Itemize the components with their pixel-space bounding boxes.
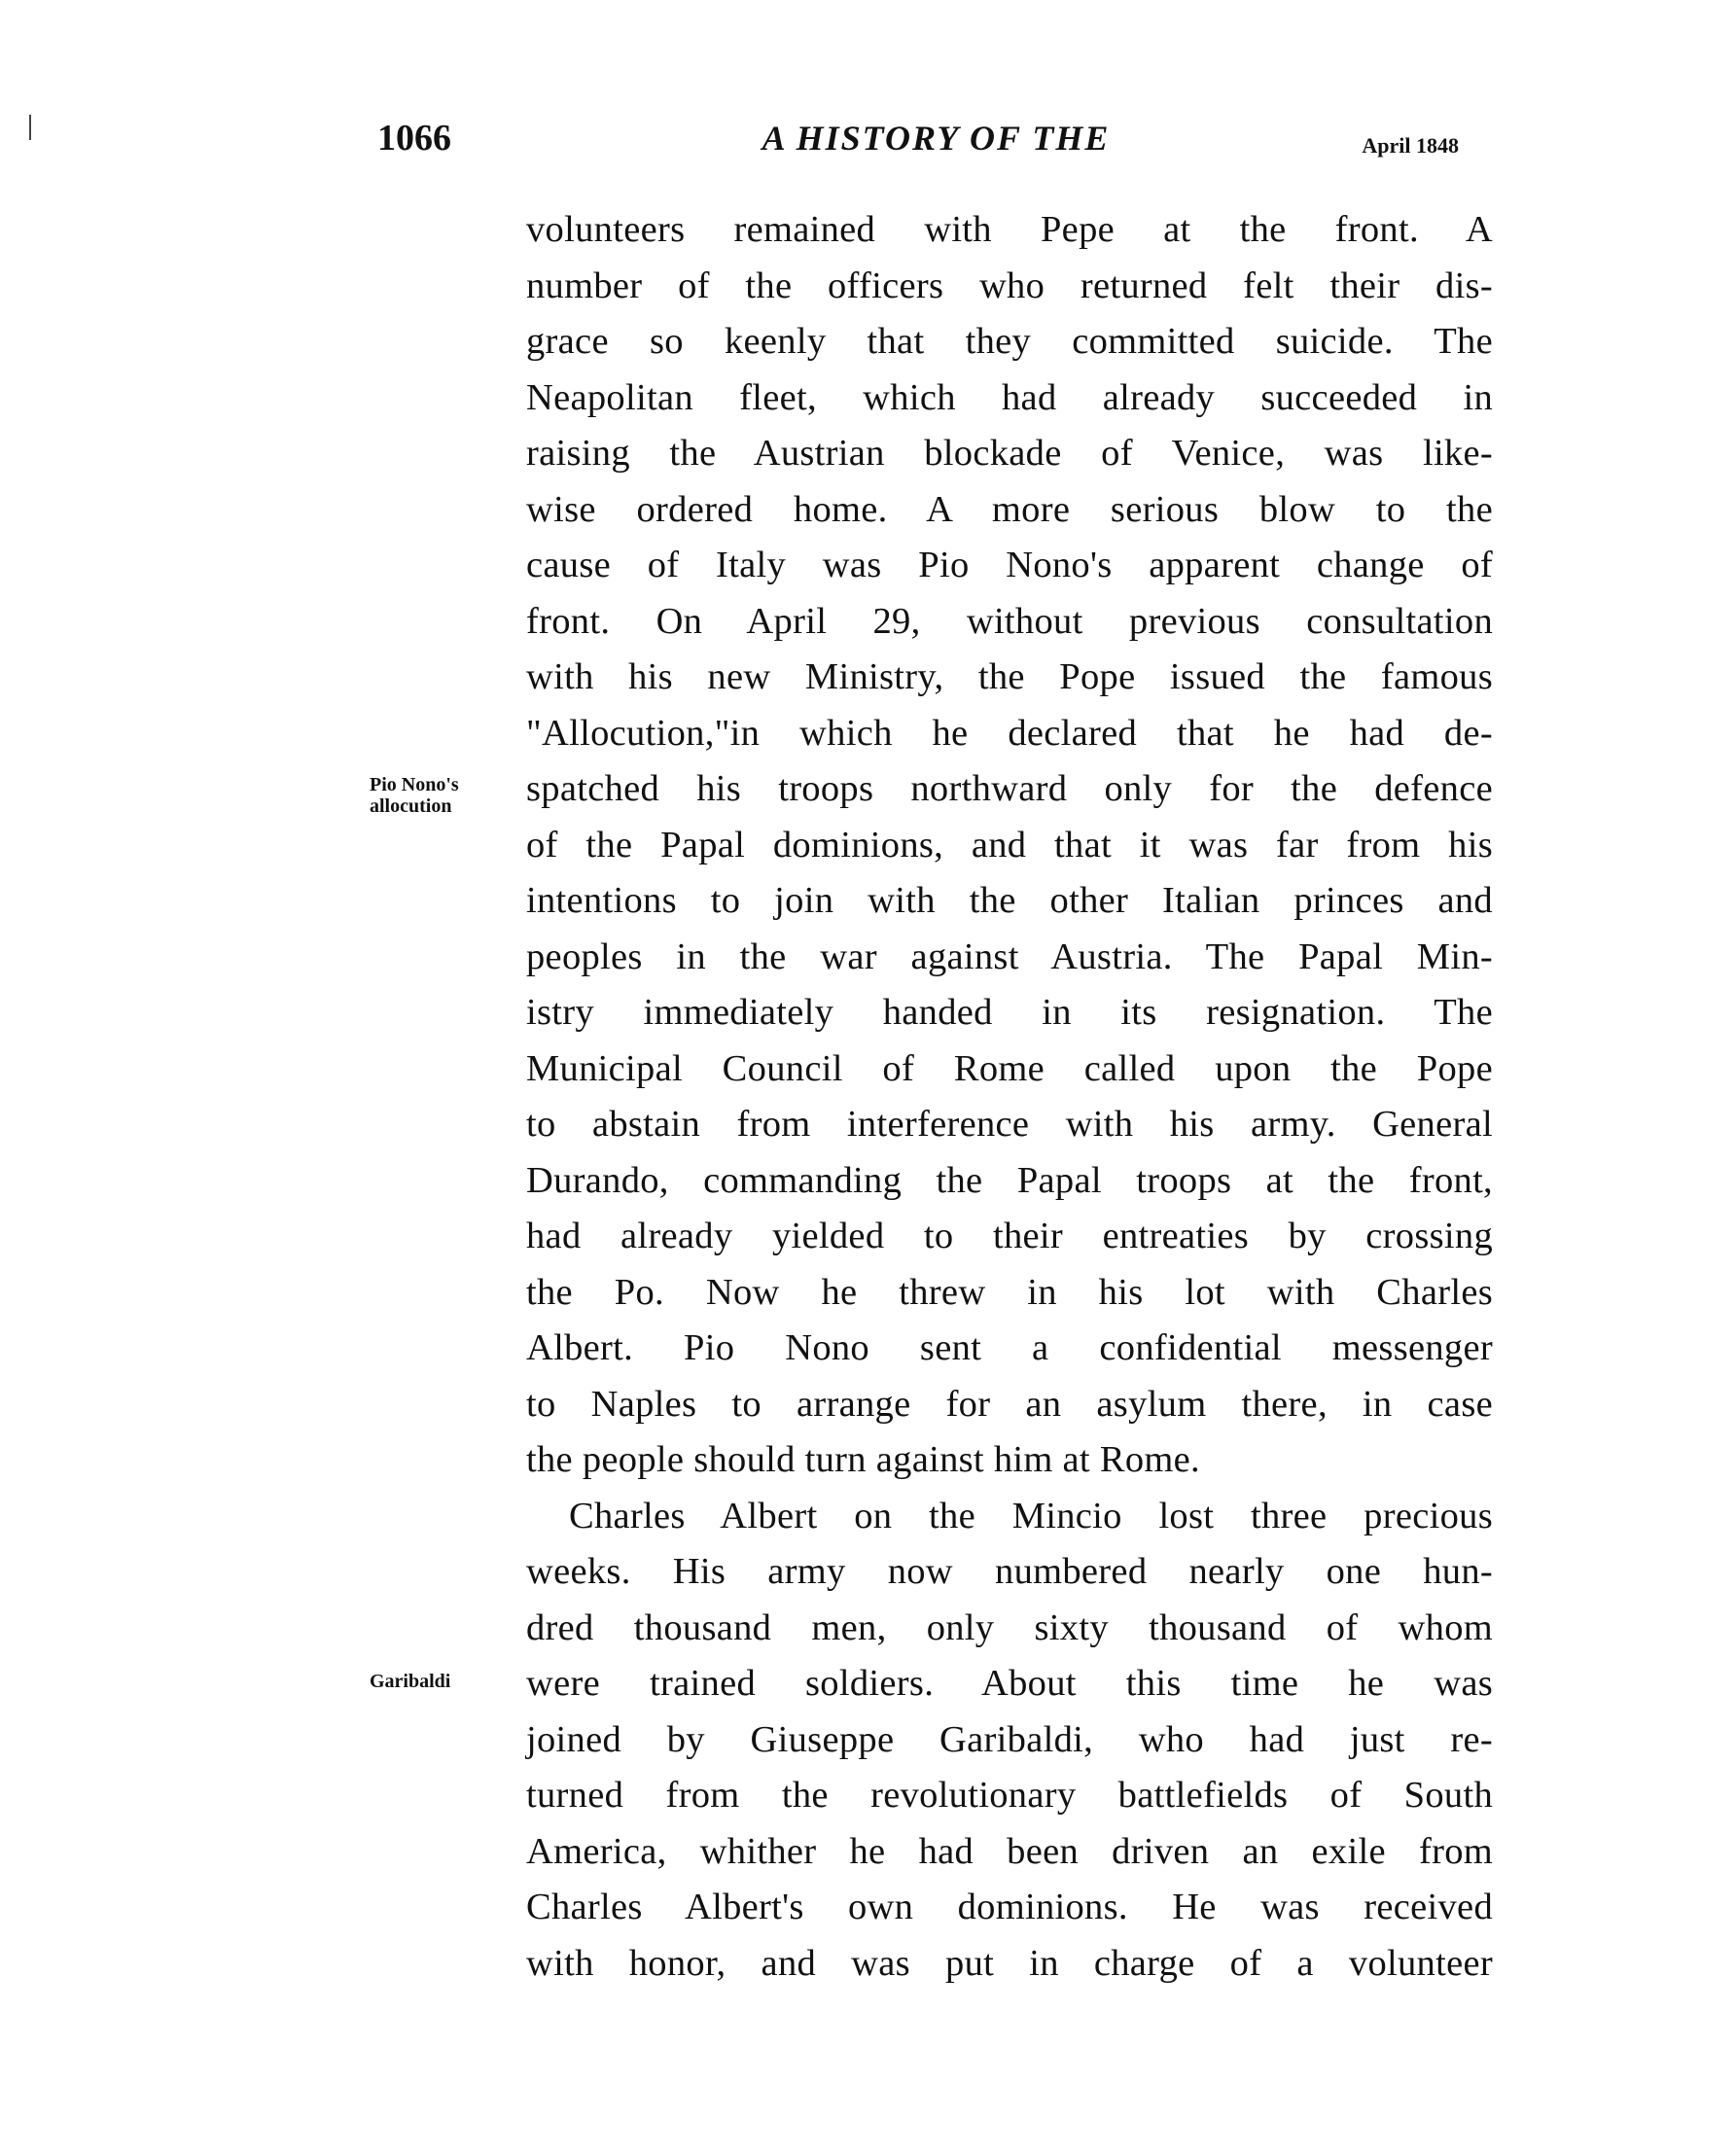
text-line: spatched his troops northward only for the defence [526,768,1493,809]
text-line: raising the Austrian blockade of Venice, was like- [526,433,1493,474]
text-line: Albert. Pio Nono sent a confidential messenger [526,1327,1493,1368]
text-line: istry immediately handed in its resignation. The [526,992,1493,1033]
text-line: had already yielded to their entreaties by crossing [526,1216,1493,1256]
text-line: Charles Albert's own dominions. He was received [526,1887,1493,1927]
text-line: dred thousand men, only sixty thousand of whom [526,1606,1493,1648]
text-line: intentions to join with the other Italian princes and [526,880,1493,921]
margin-note-line: Pio Nono's [370,774,459,795]
text-line: front. On April 29, without previous consultation [526,600,1493,642]
running-date: April 1848 [1362,133,1459,158]
text-line: Municipal Council of Rome called upon the Pope [526,1047,1493,1089]
text-line: with his new Ministry, the Pope issued the famous [526,656,1493,697]
margin-note-allocution [370,774,459,817]
text-line: to Naples to arrange for an asylum there, in case [526,1383,1493,1425]
text-line: cause of Italy was Pio Nono's apparent change of [526,545,1493,585]
text-line: Durando, commanding the Papal troops at the front, [526,1159,1493,1201]
text-line: to abstain from interference with his army. General [526,1104,1493,1145]
body-text [526,202,1493,1992]
text-line: of the Papal dominions, and that it was far from his [526,824,1493,865]
text-line: "Allocution,"in which he declared that he had de- [526,712,1493,754]
text-line: peoples in the war against Austria. The Papal Min- [526,935,1493,977]
text-line: the Po. Now he threw in his lot with Charles [526,1271,1493,1313]
running-title: A HISTORY OF THE [762,119,1111,158]
text-line: wise ordered home. A more serious blow to the [526,488,1493,530]
margin-note-garibaldi [370,1671,450,1692]
text-line: Charles Albert on the Mincio lost three precious [569,1495,1493,1536]
text-line: the people should turn against him at Rome. [526,1439,1200,1480]
text-line: joined by Giuseppe Garibaldi, who had just re- [526,1718,1493,1760]
margin-note-line: allocution [370,795,452,817]
margin-note-line: Garibaldi [370,1671,451,1692]
text-line: number of the officers who returned felt their dis- [526,265,1493,306]
text-line: were trained soldiers. About this time he was [526,1663,1493,1704]
text-line: America, whither he had been driven an exile from [526,1830,1493,1872]
page-number: 1066 [377,118,451,159]
text-line: grace so keenly that they committed suicide. The [526,321,1493,362]
text-line: volunteers remained with Pepe at the front. A [526,209,1493,250]
text-line: with honor, and was put in charge of a volunteer [526,1942,1493,1984]
text-line: turned from the revolutionary battlefields of South [526,1775,1493,1816]
text-line: Neapolitan fleet, which had already succeeded in [526,376,1493,418]
text-line: weeks. His army now numbered nearly one hun- [526,1551,1493,1592]
